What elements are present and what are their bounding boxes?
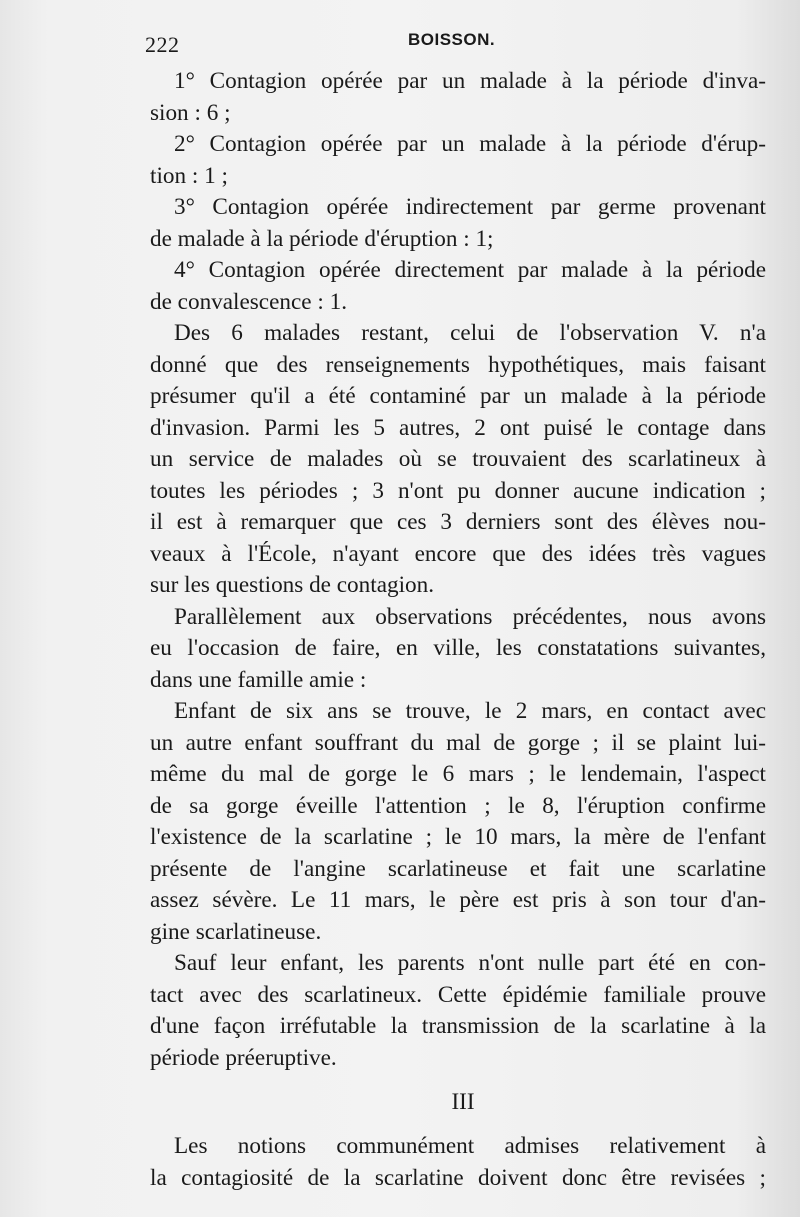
text-line: veaux à l'École, n'ayant encore que des idées très vagues xyxy=(150,540,766,567)
text-line: de convalescence : 1. xyxy=(150,288,347,315)
text-line: 3° Contagion opérée indirectement par germe provenant xyxy=(174,194,766,220)
text-line: période préeruptive. xyxy=(150,1044,337,1071)
list-item xyxy=(150,192,766,255)
text-line: 1° Contagion opérée par un malade à la période d'inva- xyxy=(174,68,766,94)
text-line: un service de malades où se trouvaient des scarlatineux à xyxy=(150,446,766,472)
text-line: Parallèlement aux observations précédentes, nous avons xyxy=(174,603,766,630)
text-line: la contagiosité de la scarlatine doivent donc être revisées ; xyxy=(150,1164,766,1191)
text-line: eu l'occasion de faire, en ville, les constatations suivantes, xyxy=(150,635,766,661)
text-line: un autre enfant souffrant du mal de gorge ; il se plaint lui- xyxy=(150,729,766,756)
paragraph xyxy=(150,948,766,1074)
list-item xyxy=(150,255,766,318)
paragraph xyxy=(150,696,766,948)
text-line: assez sévère. Le 11 mars, le père est pris à son tour d'an- xyxy=(150,887,766,913)
text-line: Sauf leur enfant, les parents n'ont nulle part été en con- xyxy=(174,950,766,976)
text-line: gine scarlatineuse. xyxy=(150,918,322,945)
text-line: d'une façon irréfutable la transmission de la scarlatine à la xyxy=(150,1013,766,1039)
text-line: dans une famille amie : xyxy=(150,666,367,693)
text-line: tion : 1 ; xyxy=(150,162,228,189)
text-line: sur les questions de contagion. xyxy=(150,572,435,598)
paragraph xyxy=(150,318,766,602)
text-line: Les notions communément admises relativement à xyxy=(174,1133,766,1159)
text-line: Des 6 malades restant, celui de l'observation V. n'a xyxy=(174,320,766,346)
paragraph xyxy=(150,1131,766,1194)
list-item xyxy=(150,129,766,192)
body-text xyxy=(150,66,766,1194)
text-line: l'existence de la scarlatine ; le 10 mars, la mère de l'enfant xyxy=(150,824,766,850)
text-line: il est à remarquer que ces 3 derniers sont des élèves nou- xyxy=(150,509,766,535)
text-line: toutes les périodes ; 3 n'ont pu donner aucune indication ; xyxy=(150,477,766,504)
text-line: de sa gorge éveille l'attention ; le 8, l'éruption confirme xyxy=(150,792,766,819)
text-line: Enfant de six ans se trouve, le 2 mars, en contact avec xyxy=(174,698,766,724)
text-line: sion : 6 ; xyxy=(150,99,231,126)
text-line: 4° Contagion opérée directement par malade à la période xyxy=(174,257,766,283)
list-item xyxy=(150,66,766,129)
text-line: même du mal de gorge le 6 mars ; le lendemain, l'aspect xyxy=(150,761,766,787)
section-number: III xyxy=(451,1089,475,1114)
running-head: BOISSON. xyxy=(408,30,496,49)
text-line: d'invasion. Parmi les 5 autres, 2 ont puisé le contage dans xyxy=(150,414,766,441)
paragraph xyxy=(150,602,766,697)
text-line: présumer qu'il a été contaminé par un malade à la période xyxy=(150,383,766,409)
page-number: 222 xyxy=(145,32,180,57)
page-header xyxy=(0,28,800,58)
text-line: tact avec des scarlatineux. Cette épidémie familiale prouve xyxy=(150,981,766,1008)
text-line: donné que des renseignements hypothétiques, mais faisant xyxy=(150,351,766,378)
text-line: présente de l'angine scarlatineuse et fait une scarlatine xyxy=(150,855,766,882)
text-line: 2° Contagion opérée par un malade à la période d'érup- xyxy=(174,131,766,157)
text-line: de malade à la période d'éruption : 1; xyxy=(150,225,494,252)
